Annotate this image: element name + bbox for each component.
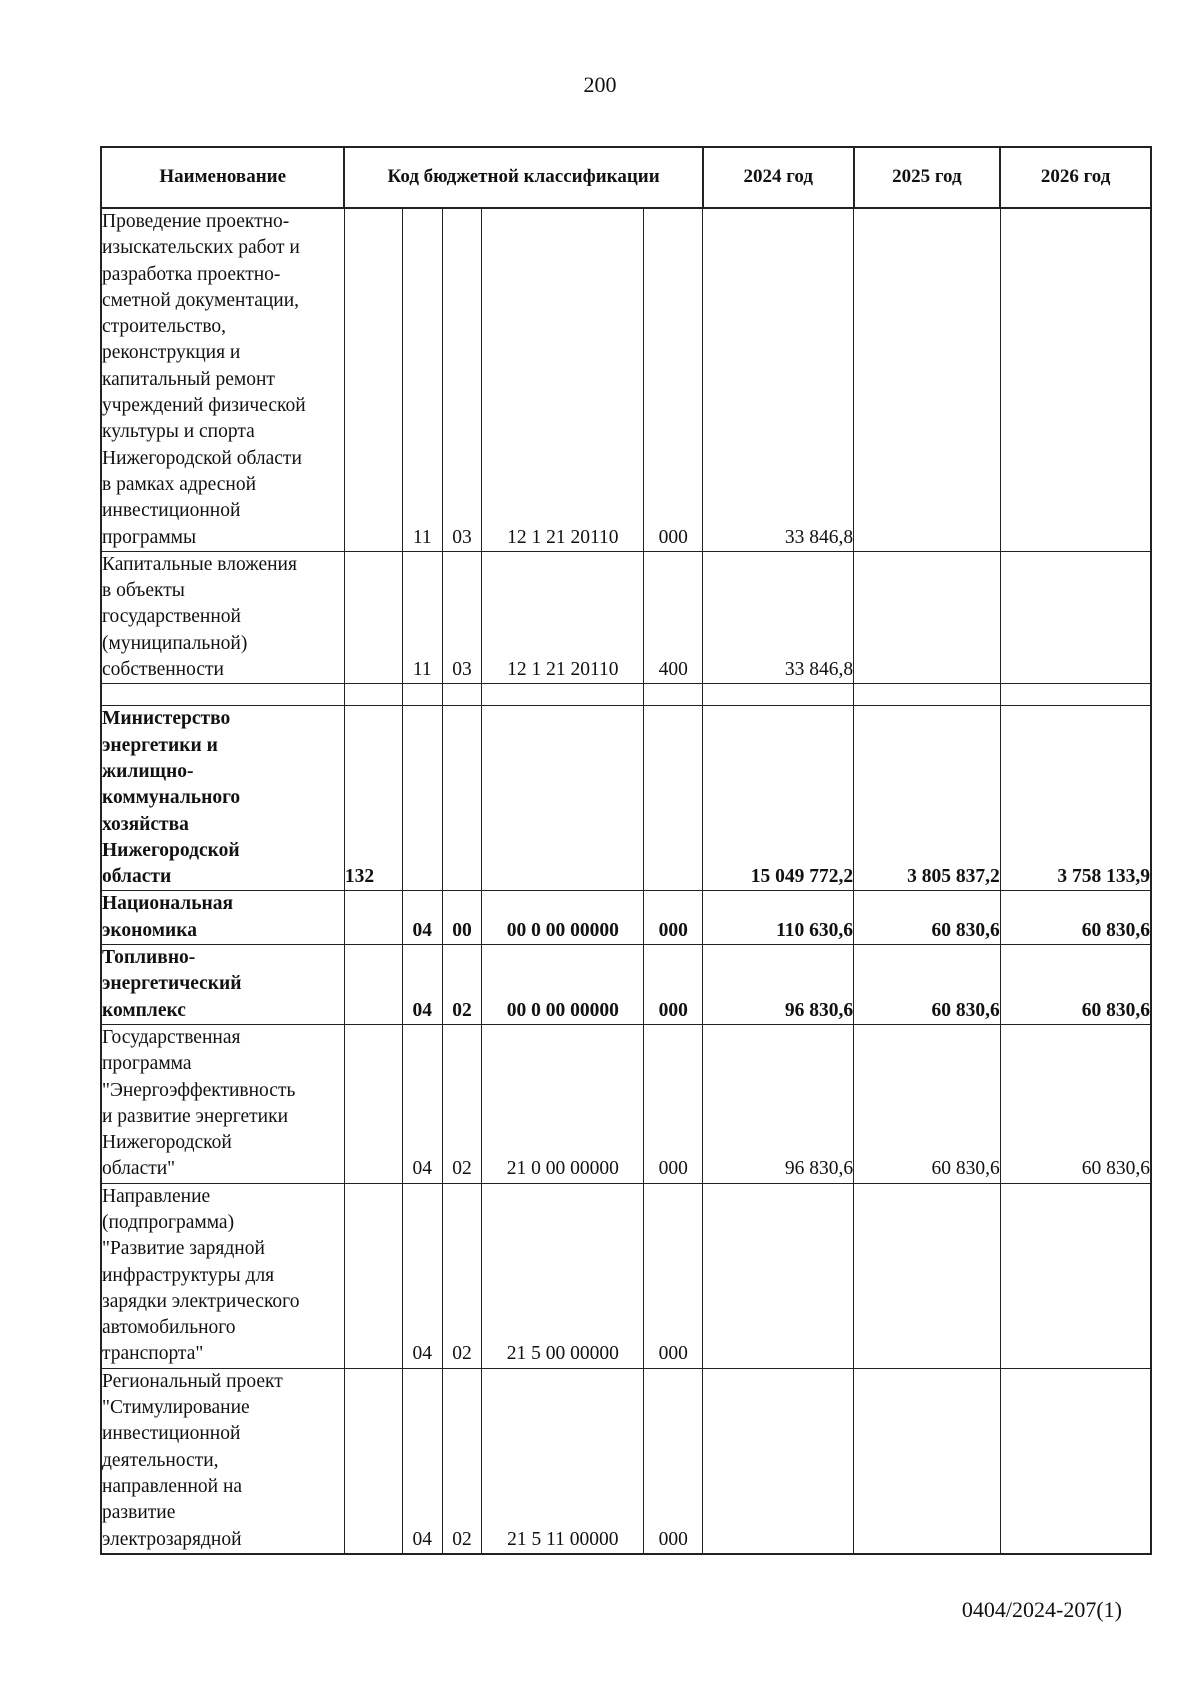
row-name-line: Государственная xyxy=(102,1026,241,1048)
row-name-line: разработка проектно- xyxy=(102,263,281,285)
row-name-line: области" xyxy=(102,1158,176,1180)
table-header-row xyxy=(101,147,1151,208)
row-name-line: Проведение проектно- xyxy=(102,211,290,232)
table-row xyxy=(101,1183,1151,1368)
row-name-line: области xyxy=(102,866,172,888)
table-row xyxy=(101,891,1151,945)
row-name-line: жилищно- xyxy=(102,760,194,782)
row-name-line: деятельности, xyxy=(102,1449,219,1471)
value-2025 xyxy=(854,551,1001,683)
row-name-line: Капитальные вложения xyxy=(102,553,297,575)
value-2025: 60 830,6 xyxy=(854,1024,1001,1183)
row-name-line: зарядки электрического xyxy=(102,1290,300,1312)
row-name-line: Нижегородской области xyxy=(102,447,302,469)
spacer-cell xyxy=(402,684,442,706)
row-name xyxy=(101,1183,344,1368)
row-name-line: Нижегородской xyxy=(102,1132,232,1154)
header-2024: 2024 год xyxy=(703,147,854,208)
document-code: 0404/2024-207(1) xyxy=(961,1597,1122,1622)
value-2025 xyxy=(854,1368,1001,1554)
value-2025: 60 830,6 xyxy=(854,945,1001,1025)
row-name-line: направленной на xyxy=(102,1475,243,1497)
row-name-line: (муниципальной) xyxy=(102,632,248,654)
admin-code xyxy=(344,945,402,1025)
value-2025: 60 830,6 xyxy=(854,891,1001,945)
target-code: 00 0 00 00000 xyxy=(482,945,644,1025)
target-code: 12 1 21 20110 xyxy=(482,208,644,551)
value-2025 xyxy=(854,1183,1001,1368)
row-name-line: энергетический xyxy=(102,973,242,995)
row-name-line: инвестиционной xyxy=(102,1423,241,1445)
row-name-line: сметной документации, xyxy=(102,289,300,311)
spacer-cell xyxy=(442,684,482,706)
header-2026: 2026 год xyxy=(1000,147,1151,208)
subsection-code: 02 xyxy=(442,1183,482,1368)
expense-type-code: 000 xyxy=(644,945,703,1025)
row-name xyxy=(101,1368,344,1554)
target-code xyxy=(482,706,644,891)
admin-code xyxy=(344,551,402,683)
value-2026 xyxy=(1000,551,1151,683)
value-2025 xyxy=(854,208,1001,551)
value-2026 xyxy=(1000,208,1151,551)
row-name-line: транспорта" xyxy=(102,1343,204,1365)
subsection-code xyxy=(442,706,482,891)
table-row xyxy=(101,551,1151,683)
row-name-line: в рамках адресной xyxy=(102,473,257,495)
row-name xyxy=(101,945,344,1025)
value-2026 xyxy=(1000,1183,1151,1368)
expense-type-code: 400 xyxy=(644,551,703,683)
value-2024: 96 830,6 xyxy=(703,1024,854,1183)
value-2026: 60 830,6 xyxy=(1000,945,1151,1025)
row-name-line: автомобильного xyxy=(102,1317,236,1339)
admin-code xyxy=(344,1183,402,1368)
value-2024: 96 830,6 xyxy=(703,945,854,1025)
row-name-line: изыскательских работ и xyxy=(102,237,300,259)
header-name: Наименование xyxy=(101,147,344,208)
row-name xyxy=(101,551,344,683)
row-name-line: учреждений физической xyxy=(102,395,306,417)
table-row xyxy=(101,208,1151,551)
admin-code xyxy=(344,1024,402,1183)
spacer-cell xyxy=(101,684,344,706)
value-2025: 3 805 837,2 xyxy=(854,706,1001,891)
section-code xyxy=(402,706,442,891)
expense-type-code: 000 xyxy=(644,1183,703,1368)
admin-code xyxy=(344,891,402,945)
row-name-line: инвестиционной xyxy=(102,500,241,522)
expense-type-code: 000 xyxy=(644,891,703,945)
section-code: 11 xyxy=(402,551,442,683)
row-name-line: Министерство xyxy=(102,708,231,730)
expense-type-code: 000 xyxy=(644,1368,703,1554)
row-name xyxy=(101,1024,344,1183)
table-row xyxy=(101,706,1151,891)
target-code: 00 0 00 00000 xyxy=(482,891,644,945)
subsection-code: 02 xyxy=(442,1024,482,1183)
row-name xyxy=(101,208,344,551)
row-name-line: инфраструктуры для xyxy=(102,1264,275,1286)
row-name-line: развитие xyxy=(102,1502,176,1524)
expense-type-code: 000 xyxy=(644,208,703,551)
row-name-line: коммунального xyxy=(102,787,241,809)
row-name xyxy=(101,891,344,945)
spacer-cell xyxy=(482,684,644,706)
row-name-line: Нижегородской xyxy=(102,839,240,861)
row-name-line: Региональный проект xyxy=(102,1370,283,1392)
budget-table xyxy=(100,146,1152,1555)
row-name-line: "Энергоэффективность xyxy=(102,1079,296,1101)
row-name-line: государственной xyxy=(102,606,241,628)
row-name-line: программа xyxy=(102,1053,192,1075)
spacer-cell xyxy=(1000,684,1151,706)
row-name-line: программы xyxy=(102,526,197,548)
row-name-line: Топливно- xyxy=(102,947,196,969)
subsection-code: 02 xyxy=(442,945,482,1025)
row-name-line: электрозарядной xyxy=(102,1528,242,1550)
row-name-line: комплекс xyxy=(102,999,186,1021)
row-name-line: собственности xyxy=(102,659,224,681)
section-code: 04 xyxy=(402,1368,442,1554)
spacer-cell xyxy=(644,684,703,706)
row-name-line: реконструкция и xyxy=(102,342,241,364)
value-2026: 60 830,6 xyxy=(1000,891,1151,945)
row-name-line: Национальная xyxy=(102,893,234,915)
subsection-code: 03 xyxy=(442,208,482,551)
section-code: 04 xyxy=(402,945,442,1025)
value-2024 xyxy=(703,1183,854,1368)
spacer-cell xyxy=(703,684,854,706)
value-2024: 33 846,8 xyxy=(703,551,854,683)
header-code: Код бюджетной классификации xyxy=(344,147,702,208)
spacer-cell xyxy=(854,684,1001,706)
row-name-line: хозяйства xyxy=(102,813,189,835)
value-2026 xyxy=(1000,1368,1151,1554)
subsection-code: 02 xyxy=(442,1368,482,1554)
row-name-line: строительство, xyxy=(102,316,227,338)
table-row xyxy=(101,1024,1151,1183)
table-row xyxy=(101,945,1151,1025)
target-code: 21 5 11 00000 xyxy=(482,1368,644,1554)
section-code: 11 xyxy=(402,208,442,551)
spacer-cell xyxy=(344,684,402,706)
row-name-line: экономика xyxy=(102,919,197,941)
row-name-line: энергетики и xyxy=(102,734,218,756)
target-code: 21 5 00 00000 xyxy=(482,1183,644,1368)
expense-type-code xyxy=(644,706,703,891)
subsection-code: 00 xyxy=(442,891,482,945)
header-2025: 2025 год xyxy=(854,147,1001,208)
row-name xyxy=(101,706,344,891)
expense-type-code: 000 xyxy=(644,1024,703,1183)
row-name-line: Направление xyxy=(102,1185,211,1207)
row-name-line: (подпрограмма) xyxy=(102,1211,235,1233)
value-2026: 60 830,6 xyxy=(1000,1024,1151,1183)
section-code: 04 xyxy=(402,1183,442,1368)
section-code: 04 xyxy=(402,891,442,945)
row-name-line: "Развитие зарядной xyxy=(102,1238,265,1260)
admin-code xyxy=(344,1368,402,1554)
target-code: 21 0 00 00000 xyxy=(482,1024,644,1183)
spacer-row xyxy=(101,684,1151,706)
row-name-line: культуры и спорта xyxy=(102,421,255,443)
row-name-line: в объекты xyxy=(102,580,185,602)
admin-code: 132 xyxy=(344,706,402,891)
page-number: 200 xyxy=(583,72,617,97)
admin-code xyxy=(344,208,402,551)
table-row xyxy=(101,1368,1151,1554)
value-2024 xyxy=(703,1368,854,1554)
subsection-code: 03 xyxy=(442,551,482,683)
value-2024: 33 846,8 xyxy=(703,208,854,551)
value-2024: 110 630,6 xyxy=(703,891,854,945)
section-code: 04 xyxy=(402,1024,442,1183)
row-name-line: "Стимулирование xyxy=(102,1397,250,1419)
row-name-line: капитальный ремонт xyxy=(102,368,275,390)
target-code: 12 1 21 20110 xyxy=(482,551,644,683)
value-2026: 3 758 133,9 xyxy=(1000,706,1151,891)
row-name-line: и развитие энергетики xyxy=(102,1105,289,1127)
value-2024: 15 049 772,2 xyxy=(703,706,854,891)
